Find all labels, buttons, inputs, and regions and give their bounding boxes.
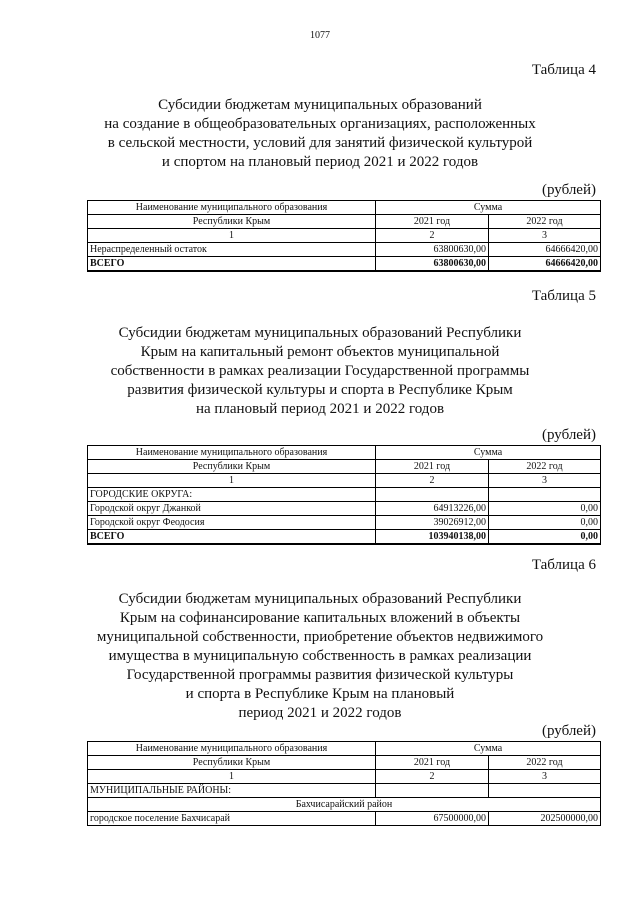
name-header-line2: Республики Крым [88,756,376,770]
table6-title [60,590,580,723]
total-2022: 0,00 [489,530,601,545]
title-line: муниципальной собственности, приобретение объектов недвижимого [96,629,544,645]
table5 [87,445,601,545]
table-row [88,502,601,516]
sum-header: Сумма [376,742,601,756]
name-header: Наименование муниципального образования [88,742,376,756]
title-line: период 2021 и 2022 годов [238,705,402,721]
sum-header: Сумма [376,201,601,215]
row-name: Городской округ Феодосия [88,516,376,530]
column-number: 3 [489,229,601,243]
column-number: 3 [489,474,601,488]
sum-header: Сумма [376,446,601,460]
total-row [88,257,601,272]
section-label: ГОРОДСКИЕ ОКРУГА: [88,488,376,502]
total-2021: 63800630,00 [376,257,489,272]
name-header-line2: Республики Крым [88,215,376,229]
table-row [88,243,601,257]
section-label: МУНИЦИПАЛЬНЫЕ РАЙОНЫ: [88,784,376,798]
title-line: и спорта в Республике Крым на плановый [185,686,455,702]
column-number: 1 [88,229,376,243]
row-value-2021: 63800630,00 [376,243,489,257]
empty-cell [489,488,601,502]
table5-unit: (рублей) [541,427,596,443]
row-value-2021: 39026912,00 [376,516,489,530]
title-line: в сельской местности, условий для занятий физической культурой [107,135,533,151]
district-row [88,798,601,812]
total-2021: 103940138,00 [376,530,489,545]
row-value-2021: 67500000,00 [376,812,489,826]
table6-label: Таблица 6 [531,557,596,573]
title-line: имущества в муниципальную собственность в рамках реализации [108,648,532,664]
row-value-2022: 202500000,00 [489,812,601,826]
column-number: 2 [376,474,489,488]
title-line: на плановый период 2021 и 2022 годов [195,401,445,417]
empty-cell [489,784,601,798]
year-2022-header: 2022 год [489,756,601,770]
title-line: Крым на софинансирование капитальных вложений в объекты [119,610,521,626]
row-value-2022: 0,00 [489,502,601,516]
title-line: Крым на капитальный ремонт объектов муниципальной [140,344,500,360]
table4 [87,200,601,272]
year-2021-header: 2021 год [376,215,489,229]
year-2021-header: 2021 год [376,756,489,770]
empty-cell [376,488,489,502]
title-line: на создание в общеобразовательных организациях, расположенных [104,116,536,132]
table4-label: Таблица 4 [531,62,596,78]
row-name: городское поселение Бахчисарай [88,812,376,826]
title-line: и спортом на плановый период 2021 и 2022 годов [161,154,479,170]
table6-unit: (рублей) [541,723,596,739]
year-2021-header: 2021 год [376,460,489,474]
table4-unit: (рублей) [541,182,596,198]
title-line: Субсидии бюджетам муниципальных образований Республики [118,591,522,607]
total-row [88,530,601,545]
table-row [88,812,601,826]
column-number: 1 [88,770,376,784]
table5-title [60,324,580,419]
column-number: 1 [88,474,376,488]
empty-cell [376,784,489,798]
table4-title [60,96,580,172]
district-label: Бахчисарайский район [88,798,601,812]
name-header: Наименование муниципального образования [88,446,376,460]
page-number: 1077 [310,30,330,41]
section-row [88,784,601,798]
total-label: ВСЕГО [88,257,376,272]
row-name: Городской округ Джанкой [88,502,376,516]
column-number: 3 [489,770,601,784]
table-row [88,516,601,530]
column-number: 2 [376,229,489,243]
title-line: развития физической культуры и спорта в Республике Крым [127,382,513,398]
row-value-2021: 64913226,00 [376,502,489,516]
row-name: Нераспределенный остаток [88,243,376,257]
row-value-2022: 64666420,00 [489,243,601,257]
total-2022: 64666420,00 [489,257,601,272]
section-row [88,488,601,502]
name-header-line2: Республики Крым [88,460,376,474]
year-2022-header: 2022 год [489,215,601,229]
title-line: Субсидии бюджетам муниципальных образований Республики [118,325,522,341]
column-number: 2 [376,770,489,784]
year-2022-header: 2022 год [489,460,601,474]
row-value-2022: 0,00 [489,516,601,530]
total-label: ВСЕГО [88,530,376,545]
name-header: Наименование муниципального образования [88,201,376,215]
table5-label: Таблица 5 [531,288,596,304]
table6 [87,741,601,826]
title-line: Субсидии бюджетам муниципальных образований [158,97,482,113]
title-line: собственности в рамках реализации Государственной программы [110,363,530,379]
title-line: Государственной программы развития физической культуры [126,667,514,683]
